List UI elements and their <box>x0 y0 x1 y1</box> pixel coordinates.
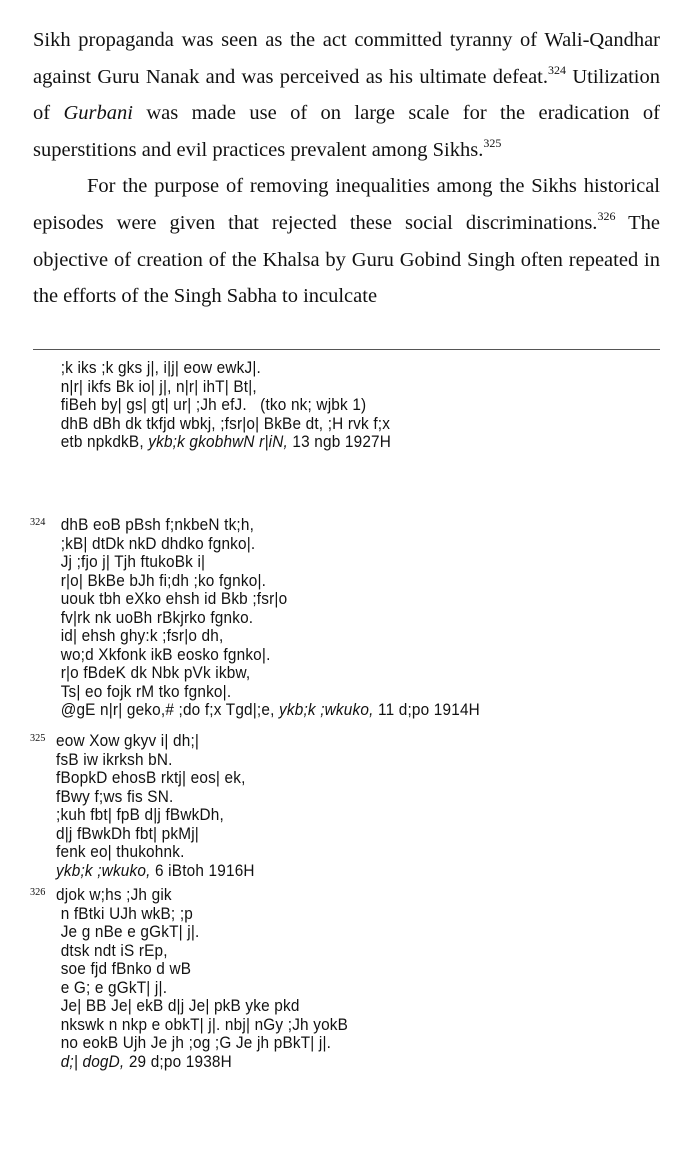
footnote-text: fv|rk nk uoBh rBkjrko fgnko. <box>60 608 254 627</box>
italic-term: Gurbani <box>63 102 133 125</box>
footnote-line <box>30 646 480 665</box>
footnote-text: uouk tbh eXko ehsh id Bkb ;fsr|o <box>60 590 288 608</box>
footnote-text: djok w;hs ;Jh gik <box>56 886 172 904</box>
source-title: ykb;k gkobhwN r|iN, <box>148 433 288 451</box>
footnote-line <box>30 1034 348 1053</box>
footnote-line <box>30 825 255 844</box>
footnote-line <box>30 979 348 998</box>
footnote-continued <box>30 359 391 452</box>
footnote-325 <box>30 732 255 880</box>
footnote-text: soe fjd fBnko d wB <box>60 960 192 978</box>
text-run: Sikh propaganda was seen as the act committed tyranny of Wali-Qandhar against Guru Nanak and was perceived as his ultimate defeat. <box>33 29 660 88</box>
footnote-text: fBopkD ehosB rktj| eos| ek, <box>56 769 246 787</box>
footnote-line <box>30 862 255 881</box>
footnote-line <box>30 942 348 961</box>
source-title: ykb;k ;wkuko, <box>56 861 151 880</box>
paragraph-2 <box>33 168 660 314</box>
footnote-reference[interactable]: 326 <box>597 208 616 223</box>
footnote-line <box>30 788 255 807</box>
footnote-line <box>30 701 480 720</box>
footnote-number: 325 <box>30 732 46 744</box>
footnote-text: ;k iks ;k gks j|, i|j| eow ewkJ|. <box>60 359 261 377</box>
footnote-line <box>30 572 480 591</box>
footnote-line <box>30 433 391 452</box>
footnote-line <box>30 751 255 770</box>
footnote-number: 324 <box>30 516 46 528</box>
footnote-text: d|j fBwkDh fbt| pkMj| <box>56 824 199 843</box>
footnote-line <box>30 396 391 415</box>
footnote-text: dtsk ndt iS rEp, <box>60 941 168 960</box>
footnote-text: fsB iw ikrksh bN. <box>56 750 173 769</box>
footnote-line <box>30 553 480 572</box>
footnote-line <box>30 535 480 554</box>
footnote-line <box>30 359 391 378</box>
footnote-text: fiBeh by| gs| gt| ur| ;Jh efJ. (tko nk; wjbk 1) <box>60 396 367 414</box>
footnote-line <box>30 1016 348 1035</box>
footnote-text: nkswk n nkp e obkT| j|. nbj| nGy ;Jh yokB <box>60 1015 349 1034</box>
footnote-line <box>30 590 480 609</box>
footnote-324 <box>30 516 480 720</box>
footnote-line <box>30 960 348 979</box>
footnote-line <box>30 627 480 646</box>
footnote-text: ;kB| dtDk nkD dhdko fgnko|. <box>60 534 256 553</box>
text-run: The objective of creation of the Khalsa by Guru Gobind Singh often repeated in the efforts of the Singh Sabha to inculcate <box>33 211 660 308</box>
footnote-line <box>30 1053 348 1072</box>
footnote-text: wo;d Xkfonk ikB eosko fgnko|. <box>60 645 271 664</box>
footnote-line <box>30 415 391 434</box>
footnote-line <box>30 806 255 825</box>
footnote-text: dhB dBh dk tkfjd wbkj, ;fsr|o| BkBe dt, ;H rvk f;x <box>60 414 391 433</box>
footnote-line <box>30 609 480 628</box>
footnote-line <box>30 997 348 1016</box>
footnote-text: 13 ngb 1927H <box>287 433 392 451</box>
footnote-text: n fBtki UJh wkB; ;p <box>60 904 193 923</box>
footnote-text: e G; e gGkT| j|. <box>60 978 168 997</box>
footnote-line <box>30 378 391 397</box>
footnote-326 <box>30 886 348 1071</box>
footnote-text: n|r| ikfs Bk io| j|, n|r| ihT| Bt|, <box>60 377 257 396</box>
footnote-text: ;kuh fbt| fpB d|j fBwkDh, <box>56 806 224 824</box>
footnote-text: eow Xow gkyv i| dh;| <box>56 732 200 750</box>
footnote-text: id| ehsh ghy:k ;fsr|o dh, <box>60 627 224 645</box>
footnote-text: 11 d;po 1914H <box>373 701 480 719</box>
footnote-reference[interactable]: 325 <box>483 135 502 150</box>
footnote-separator-rule <box>33 349 660 350</box>
footnote-text: @gE n|r| geko,# ;do f;x Tgd|;e, <box>60 701 280 719</box>
text-run: Utilization of <box>33 65 661 125</box>
footnote-line <box>30 769 255 788</box>
footnote-text: Je| BB Je| ekB d|j Je| pkB yke pkd <box>60 997 300 1015</box>
text-run: For the purpose of removing inequalities among the Sikhs historical episodes were given that rejected these social discriminations. <box>33 175 660 234</box>
footnote-line <box>30 886 348 905</box>
footnote-text: 6 iBtoh 1916H <box>150 861 255 880</box>
footnote-text: r|o| BkBe bJh fi;dh ;ko fgnko|. <box>60 571 267 590</box>
footnote-line <box>30 843 255 862</box>
footnote-text: fenk eo| thukohnk. <box>56 843 185 861</box>
source-title: ykb;k ;wkuko, <box>279 701 374 719</box>
footnote-text: no eokB Ujh Je jh ;og ;G Je jh pBkT| j|. <box>60 1034 332 1052</box>
footnote-line <box>30 683 480 702</box>
body-text <box>33 22 660 315</box>
footnote-reference[interactable]: 324 <box>548 62 567 77</box>
footnote-line <box>30 905 348 924</box>
footnote-text: 29 d;po 1938H <box>124 1052 232 1071</box>
footnote-text: dhB eoB pBsh f;nkbeN tk;h, <box>60 516 255 534</box>
footnote-text: etb npkdkB, <box>60 433 149 451</box>
footnote-line <box>30 732 255 751</box>
source-title: d;| dogD, <box>60 1052 125 1071</box>
footnote-text: r|o fBdeK dk Nbk pVk ikbw, <box>60 664 251 682</box>
footnote-line <box>30 664 480 683</box>
footnote-text: Ts| eo fojk rM tko fgnko|. <box>60 682 232 701</box>
footnote-line <box>30 923 348 942</box>
text-run: was made use of on large scale for the eradication of superstitions and evil practices prevalent among Sikhs. <box>33 102 660 161</box>
footnote-text: fBwy f;ws fis SN. <box>56 787 174 806</box>
footnote-number: 326 <box>30 886 46 898</box>
paragraph-1 <box>33 22 660 168</box>
footnote-text: Je g nBe e gGkT| j|. <box>60 923 200 941</box>
footnote-line <box>30 516 480 535</box>
footnote-text: Jj ;fjo j| Tjh ftukoBk i| <box>60 553 206 571</box>
